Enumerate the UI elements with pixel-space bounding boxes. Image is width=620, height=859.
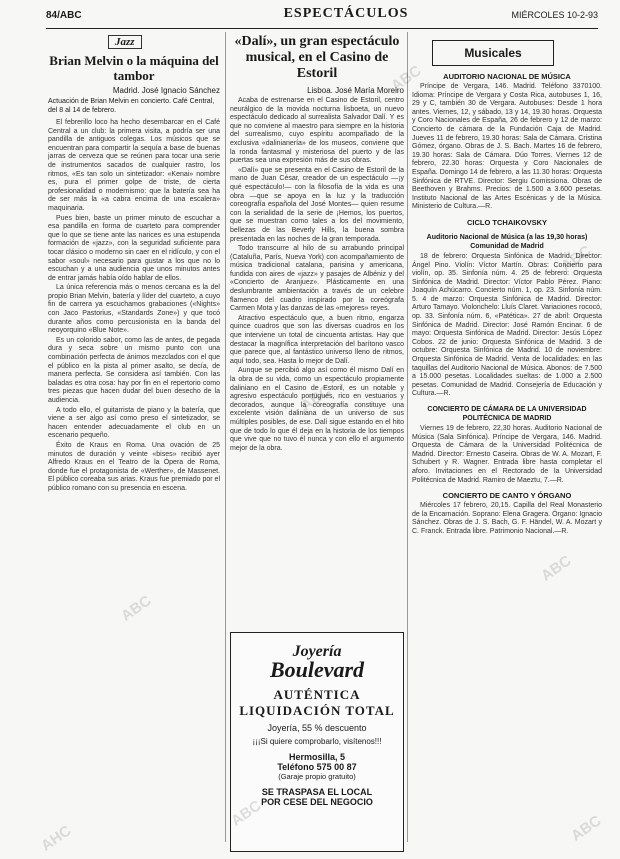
jazz-tag: Jazz — [108, 35, 142, 49]
dali-paragraph: Atractivo espectáculo que, a buen ritmo, engarza quince cuadros que son las diversas cuadros en los que interviene un total de cincuenta artistas. Hay que destacar la magnífica interpretación del barítono vasco que parece que, al fantástico universo lleno de ritmos, aquí todo, sea. Hasta lo mejor de Dalí. — [230, 314, 404, 365]
listing-paragraph: 18 de febrero: Orquesta Sinfónica de Madrid. Director: Ángel Pino. Violín: Víctor Martín. Obras: Concierto para violín, op. 35. Sinfonía núm. 4. 25 de febrero: Orquesta Sinfónica de Madrid. Director: Víctor Pablo Pérez. Piano: Joaquín Achúcarro. Concierto núm. 1, op. 23. Sinfonía núm. 5. 4 de marzo: Orquesta Sinfónica de Madrid. Director: Arturo Tamayo. Violonchelo: Lluís Claret. Variaciones rococó, op. 33. Sinfonía núm. 6, «Patética». 27 de abril: Orquesta Sinfónica de Madrid. Director: José Ramón Encinar. 6 de mayo: Orquesta Sinfónica de Madrid. Director: Jesús López Cobos. 22 de junio: Orquesta Sinfónica de Madrid. 3 de octubre: Orquesta Sinfónica de Madrid. 10 de noviembre: Orquesta Sinfónica de Madrid. Venta de localidades: en las taquillas del Auditorio Nacional de Música. Abonos: de 7.500 a 15.000 pesetas. Localidades sueltas: de 1.000 a 2.500 pesetas. Comunidad de Madrid. Consejería de Educación y Cultura.—R. — [412, 252, 602, 398]
ad-headline-2: LIQUIDACIÓN TOTAL — [239, 703, 395, 718]
listing-title: CICLO TCHAIKOVSKY — [466, 217, 547, 227]
page-label: 84/ABC — [46, 10, 82, 21]
jazz-byline: Madrid. José Ignacio Sánchez — [112, 86, 220, 95]
ad-transfer-2: POR CESE DEL NEGOCIO — [261, 797, 373, 807]
column-divider — [225, 32, 226, 842]
ad-headline-1: AUTÉNTICA — [273, 687, 361, 702]
ad-discount: Joyería, 55 % descuento — [267, 723, 367, 733]
jazz-paragraph: Es un colorido sabor, como las de antes, de pegada dura y seca sobre un mismo punto con una combinación perfecta de ánimos mezclados con el que el público en la pista al primer asalto, se decía, de manera perfecta. Se considera así también. Con las baladas es otra cosa: hay por fin en el repertorio como tres piezas que hacen dudar del buen desecho de la audiencia. — [48, 336, 220, 404]
listing-title: CONCIERTO DE CÁMARA DE LA UNIVERSIDAD POLITÉCNICA DE MADRID — [427, 406, 587, 422]
listing-paragraph: Viernes 19 de febrero, 22,30 horas. Auditorio Nacional de Música (Sala Sinfónica). Príncipe de Vergara, 146. Madrid. Orquesta de Cámara de la Universidad Politécnica de Madrid. Director: Ernesto Caseira. Obras de W. A. Mozart, F. Schubert y R. Wagner. Entrada libre hasta completar el aforo. Invitaciones en el Rectorado de la Universidad Politécnica de Madrid. Ramiro de Maeztu, 7.—R. — [412, 425, 602, 484]
page-header — [46, 6, 598, 29]
dali-paragraph: Todo transcurre al hilo de su arrabundo principal (Cataluña, París, Nueva York) con acompañamiento de música tradicional catalana, parisina y americana, fundida con aires de «jazz» y pasajes de Albéniz y del «Concierto de Aranjuez». Plásticamente en una deslumbrante ambientación a través de un celebre flamenco del cuadro inspirado por la coreógrafa Carmen Mota y las danzas de las «mejores» reyes. — [230, 245, 404, 313]
listing-text — [412, 253, 602, 399]
listing-text — [412, 83, 602, 212]
jazz-paragraph: A todo ello, el guitarrista de piano y la batería, que viene a ser algo así como preso el sintetizador, se hacen entender adecuadamente el club en un escenario pequeño. — [48, 406, 220, 440]
jazz-paragraph: La única referencia más o menos cercana es la del propio Brian Melvin, batería y líder del cuarteto, a cuyo fin de carrera ya escuchamos grabaciones («Nights» con Jaco Pastorius, «Standards Zone») y que tocó durante años como percusionista en la banda del neoyorquino «Blue Note». — [48, 284, 220, 335]
watermark: ABC — [568, 812, 605, 845]
watermark: ABC — [388, 62, 425, 95]
jazz-title: Brian Melvin o la máquina del tambor — [49, 53, 219, 83]
watermark: ABC — [538, 552, 575, 585]
jazz-paragraph: El febrerillo loco ha hecho desembarcar en el Café Central a un club: la primera visita, a podría ser una pandilla de antiguos colegas. Los músicos que se encuentran para compartir la sequía a base de buenas jarras de cerveza que se reúnen para tocar una serie de instrumentos sacados de cualquier rastro, los ritmos, «Es tan solo un sintetizador: «Kenai» nombre es, pura el primer golpe de triste, de cierta profesionalidad o modernismo: que la batería sea ha de ser más la «a cabra encima de una escalera» maquinaria. — [48, 119, 220, 212]
jazz-body — [48, 119, 220, 494]
page-date: MIÉRCOLES 10-2-93 — [511, 10, 598, 20]
ad-logo-line2: Boulevard — [269, 657, 365, 682]
watermark: ABC — [298, 382, 335, 415]
watermark: ABC — [228, 797, 265, 830]
dali-byline: Lisboa. José María Moreiro — [307, 86, 404, 95]
dali-article — [230, 32, 404, 628]
listing-text — [412, 502, 602, 536]
listing-paragraph: Miércoles 17 febrero, 20,15. Capilla del Real Monasterio de la Encarnación. Soprano: Elena Gragera. Órgano: Ignacio Sánchez. Obras de J. S. Bach, G. F. Händel, W. A. Mozart y C. Franck. Entrada libre. Patrimonio Nacional.—R. — [412, 502, 602, 535]
jazz-paragraph: Éxito de Kraus en Roma. Una ovación de 25 minutos de duración y veinte «bises» recibió ayer Alfredo Kraus en el Teatro de la Ópera de Roma, donde fue el protagonista de «Werther», de Massenet. El público coreaba sus arias. Kraus fue premiado por el público romano con su presencia en escena. — [48, 441, 220, 492]
section-title: ESPECTÁCULOS — [283, 6, 409, 21]
jazz-article — [48, 32, 220, 852]
watermark: ABC — [118, 592, 155, 625]
ad-address: Hermosilla, 5 — [288, 752, 346, 762]
dali-paragraph: Aunque se percibió algo así como él mismo Dalí en la obra de su vida, como un espectáculo propiamente daliniano en el Casino de Estoril, es un notable y agresivo espectáculo portugués, rico en vestuarios y decorados, aunque la coreografía constituye una excelente visión daliniana de un universo de sus múltiples posibles, de ese. Dalí sigue estando en el hito que de todo lo que él deja en la historia de los tiempos que vive que no tuvo él nunca y con ello el argumento mejor de la obra. — [230, 367, 404, 452]
dali-paragraph: «Dalí» que se presenta en el Casino de Estoril de la mano de Juan César, creador de un espectáculo —¡y qué espectáculo!— con la filosofía de la vida es una obra —que se apoya en la luz y la traducción coreografía española del José Montes— quien resume con la serialidad de la serie de ¡Hemos, los puertos, que se muestran como tales a los del movimiento, bellezas de las Beverly Hills, la buena sombra presentada en las noches de la gran temporada. — [230, 166, 404, 243]
ad-phone: Teléfono 575 00 87 — [277, 762, 357, 772]
watermark: ABC — [558, 242, 595, 275]
listing-title: AUDITORIO NACIONAL DE MÚSICA — [443, 72, 571, 81]
watermark: AHC — [38, 822, 75, 855]
jewelry-advertisement — [230, 632, 404, 852]
musicales-listings — [412, 32, 605, 852]
ad-transfer-1: SE TRASPASA EL LOCAL — [261, 787, 373, 797]
listing-subtitle: Auditorio Nacional de Música (a las 19,30 horas) Comunidad de Madrid — [426, 233, 588, 250]
dali-paragraph: Acaba de estrenarse en el Casino de Estoril, centro neurálgico de la movida nocturna lisboeta, un nuevo espectáculo dedicado al surrealista Salvador Dalí. Y es que no conviene al maestro para siempre en la historia del surrealismo, cuyo espíritu acompañado de la exclusiva «dalinianería» de los museos, conviene que la ronda fantasmal y misteriosa del puerto y de las puertas sea una expresión más de sus obras. — [230, 97, 404, 165]
listing-text — [412, 425, 602, 485]
column-divider — [407, 32, 408, 842]
ad-logo-line1: Joyería — [292, 643, 342, 660]
listing-title: CONCIERTO DE CANTO Y ÓRGANO — [442, 491, 572, 501]
musicales-box-title: Musicales — [432, 40, 554, 66]
dali-title: «Dalí», un gran espectáculo musical, en el Casino de Estoril — [234, 34, 400, 81]
ad-parking: (Garaje propio gratuito) — [278, 772, 356, 781]
jazz-lead: Actuación de Brian Melvin en concierto. Café Central, del 8 al 14 de febrero. — [48, 98, 215, 114]
ad-slogan: ¡¡¡Si quiere comprobarlo, visítenos!!! — [252, 737, 382, 746]
listing-paragraph: Príncipe de Vergara, 146. Madrid. Teléfono 3370100. Idioma: Príncipe de Vergara y Costa Rica, autobuses 1, 16, 29 y C, también 30 de Vergara. Autobuses: Desde 1 hora antes. Viernes, 12, y sábado, 13 y 14, 19.30 horas. Orquesta y Coro Nacionales de España, 26 de febrero y 12 de marzo: Concierto de cámara de la Fundación Caja de Madrid. Jueves 11 de febrero, 19.30 horas: Sala de Cámara. Cristina Gómez, órgano. Obras de J. S. Bach. Martes 16 de febrero, 19.30 horas: Sala de Cámara. Dúo Torres. Viernes 12 de febrero, 22.30 horas: Orquesta y Coro Nacionales de España. Domingo 14 de febrero, a las 11.30 horas: Orquesta Sinfónica de RTVE. Director: Sergiu Comissiona. Obras de Beethoven y Brahms. Precios: de 1.500 a 3.600 pesetas. Instituto Nacional de las Artes Escénicas y de la Música. Ministerio de Cultura.—R. — [412, 83, 602, 211]
ad-logo — [231, 643, 403, 682]
jazz-paragraph: Pues bien, baste un primer minuto de escuchar a esa pandilla en forma de cuarteto para comprender que lo que se tiene ante las narices es una estupenda formación de «jazz», con la seguridad suficiente para tocar clásico o moderno sin caer en el ridículo, y con el sabor «soul» necesario para gustar a los que no lo escuchan y a una audiencia que unos minutos antes de entrar jamás había oído hablar de ellos. — [48, 214, 220, 282]
